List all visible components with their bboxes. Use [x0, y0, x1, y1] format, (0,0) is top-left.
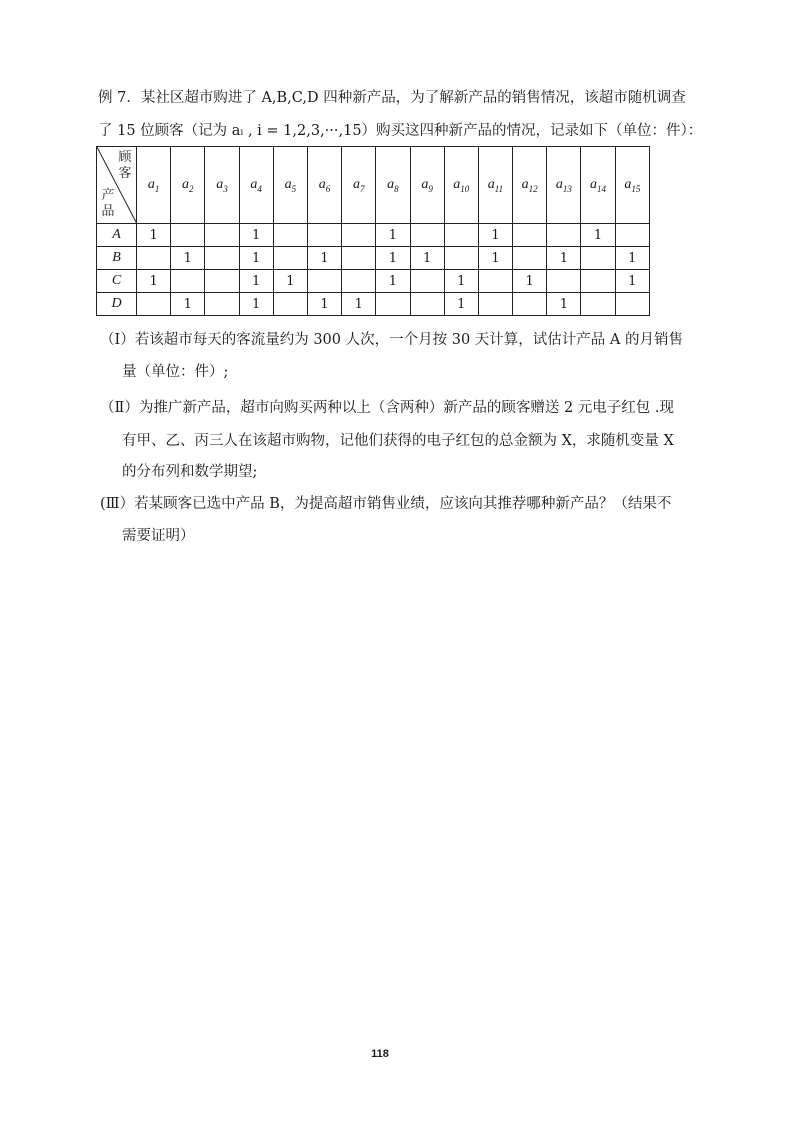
question-2-line-2: 有甲、乙、丙三人在该超市购物，记他们获得的电子红包的总金额为 X，求随机变量 X [122, 433, 674, 449]
customer-header-cell [239, 147, 273, 224]
purchase-cell [410, 270, 444, 293]
purchase-cell: 1 [239, 224, 273, 247]
table-corner-cell [97, 147, 137, 224]
purchase-cell [342, 224, 376, 247]
customer-label: $a_1$ [147, 176, 160, 194]
purchase-cell: 1 [239, 270, 273, 293]
customer-header-cell [547, 147, 581, 224]
question-3-line-1: (Ⅲ）若某顾客已选中产品 B，为提高超市销售业绩，应该向其推荐哪种新产品？（结果不 [100, 496, 672, 512]
purchase-cell: 1 [444, 270, 478, 293]
customer-label: $a_9$ [421, 176, 433, 194]
purchase-cell [376, 293, 410, 316]
purchase-cell [342, 247, 376, 270]
customer-header-cell [137, 147, 171, 224]
table-row [97, 293, 650, 316]
purchase-cell: 1 [376, 224, 410, 247]
purchase-cell: 1 [239, 247, 273, 270]
purchase-cell [137, 247, 171, 270]
purchase-cell [205, 293, 239, 316]
purchase-cell: 1 [137, 270, 171, 293]
customer-label: $a_{11}$ [487, 176, 504, 194]
corner-header-customer [118, 150, 132, 182]
corner-char: 产 [101, 188, 115, 203]
question-1-line-2: 量（单位：件）; [122, 364, 229, 380]
purchase-cell [137, 293, 171, 316]
intro-line-2: 了 15 位顾客（记为 aᵢ , i = 1,2,3,···,15）购买这四种新产品的情况，记录如下（单位：件）： [98, 123, 703, 139]
customer-header-cell [376, 147, 410, 224]
purchase-cell: 1 [615, 270, 649, 293]
purchase-cell [547, 224, 581, 247]
purchase-cell [581, 270, 615, 293]
purchase-cell [444, 247, 478, 270]
table-row [97, 270, 650, 293]
purchase-cell [547, 270, 581, 293]
purchase-cell: 1 [410, 247, 444, 270]
corner-char: 顾 [118, 150, 132, 165]
product-label: B [97, 247, 137, 270]
customer-header-cell [581, 147, 615, 224]
purchase-cell [444, 224, 478, 247]
purchase-cell [581, 247, 615, 270]
purchase-cell [273, 224, 307, 247]
purchase-cell: 1 [307, 247, 341, 270]
purchase-cell: 1 [444, 293, 478, 316]
purchase-cell [205, 247, 239, 270]
purchase-cell: 1 [171, 293, 205, 316]
corner-char: 客 [118, 166, 132, 181]
purchase-cell: 1 [342, 293, 376, 316]
question-3-line-2: 需要证明） [122, 528, 195, 544]
customer-label: $a_5$ [284, 176, 297, 194]
customer-label: $a_{12}$ [521, 176, 538, 194]
intro-line-1: 例 7．某社区超市购进了 A,B,C,D 四种新产品，为了解新产品的销售情况，该超市随机调查 [98, 90, 686, 106]
purchase-cell: 1 [307, 293, 341, 316]
purchase-cell [273, 293, 307, 316]
purchase-cell [478, 293, 512, 316]
purchase-cell: 1 [547, 293, 581, 316]
customer-header-cell [307, 147, 341, 224]
question-1-line-1: （Ⅰ）若该超市每天的客流量约为 300 人次，一个月按 30 天计算，试估计产品 A 的月销售 [100, 332, 683, 348]
purchase-cell: 1 [478, 224, 512, 247]
customer-label: $a_{15}$ [624, 176, 641, 194]
purchase-cell [205, 270, 239, 293]
customer-label: $a_2$ [182, 176, 194, 194]
customer-header-cell [513, 147, 547, 224]
corner-char: 品 [101, 204, 115, 219]
customer-header-cell [273, 147, 307, 224]
product-label: D [97, 293, 137, 316]
purchase-cell: 1 [581, 224, 615, 247]
purchase-cell [615, 293, 649, 316]
purchase-table [96, 146, 650, 316]
purchase-cell [342, 270, 376, 293]
purchase-cell [513, 224, 547, 247]
customer-label: $a_4$ [250, 176, 262, 194]
purchase-cell [171, 270, 205, 293]
purchase-cell: 1 [137, 224, 171, 247]
question-2-line-1: （Ⅱ）为推广新产品，超市向购买两种以上（含两种）新产品的顾客赠送 2 元电子红包 .现 [100, 400, 675, 416]
purchase-cell: 1 [376, 270, 410, 293]
product-label: C [97, 270, 137, 293]
table-row [97, 224, 650, 247]
purchase-cell: 1 [615, 247, 649, 270]
customer-label: $a_8$ [387, 176, 399, 194]
purchase-cell [581, 293, 615, 316]
customer-label: $a_{14}$ [590, 176, 607, 194]
customer-label: $a_6$ [318, 176, 331, 194]
purchase-cell: 1 [478, 247, 512, 270]
purchase-cell [513, 293, 547, 316]
corner-header-product [101, 188, 115, 220]
customer-header-cell [444, 147, 478, 224]
purchase-cell: 1 [171, 247, 205, 270]
purchase-cell: 1 [513, 270, 547, 293]
purchase-cell [410, 293, 444, 316]
question-2-line-3: 的分布列和数学期望; [122, 464, 258, 480]
purchase-cell [307, 224, 341, 247]
product-label: A [97, 224, 137, 247]
customer-header-cell [205, 147, 239, 224]
customer-label: $a_{13}$ [555, 176, 572, 194]
purchase-cell [205, 224, 239, 247]
purchase-cell [513, 247, 547, 270]
table-row [97, 247, 650, 270]
purchase-cell [171, 224, 205, 247]
purchase-cell: 1 [376, 247, 410, 270]
customer-header-cell [410, 147, 444, 224]
table-header-row [97, 147, 650, 224]
purchase-cell [307, 270, 341, 293]
customer-label: $a_3$ [216, 176, 228, 194]
purchase-cell: 1 [273, 270, 307, 293]
page-number: 118 [371, 1048, 389, 1060]
customer-label: $a_{10}$ [453, 176, 470, 194]
purchase-cell [615, 224, 649, 247]
customer-header-cell [478, 147, 512, 224]
purchase-cell [410, 224, 444, 247]
customer-header-cell [171, 147, 205, 224]
purchase-cell: 1 [239, 293, 273, 316]
customer-label: $a_7$ [352, 176, 365, 194]
customer-header-cell [615, 147, 649, 224]
customer-header-cell [342, 147, 376, 224]
purchase-cell: 1 [547, 247, 581, 270]
purchase-cell [478, 270, 512, 293]
purchase-cell [273, 247, 307, 270]
